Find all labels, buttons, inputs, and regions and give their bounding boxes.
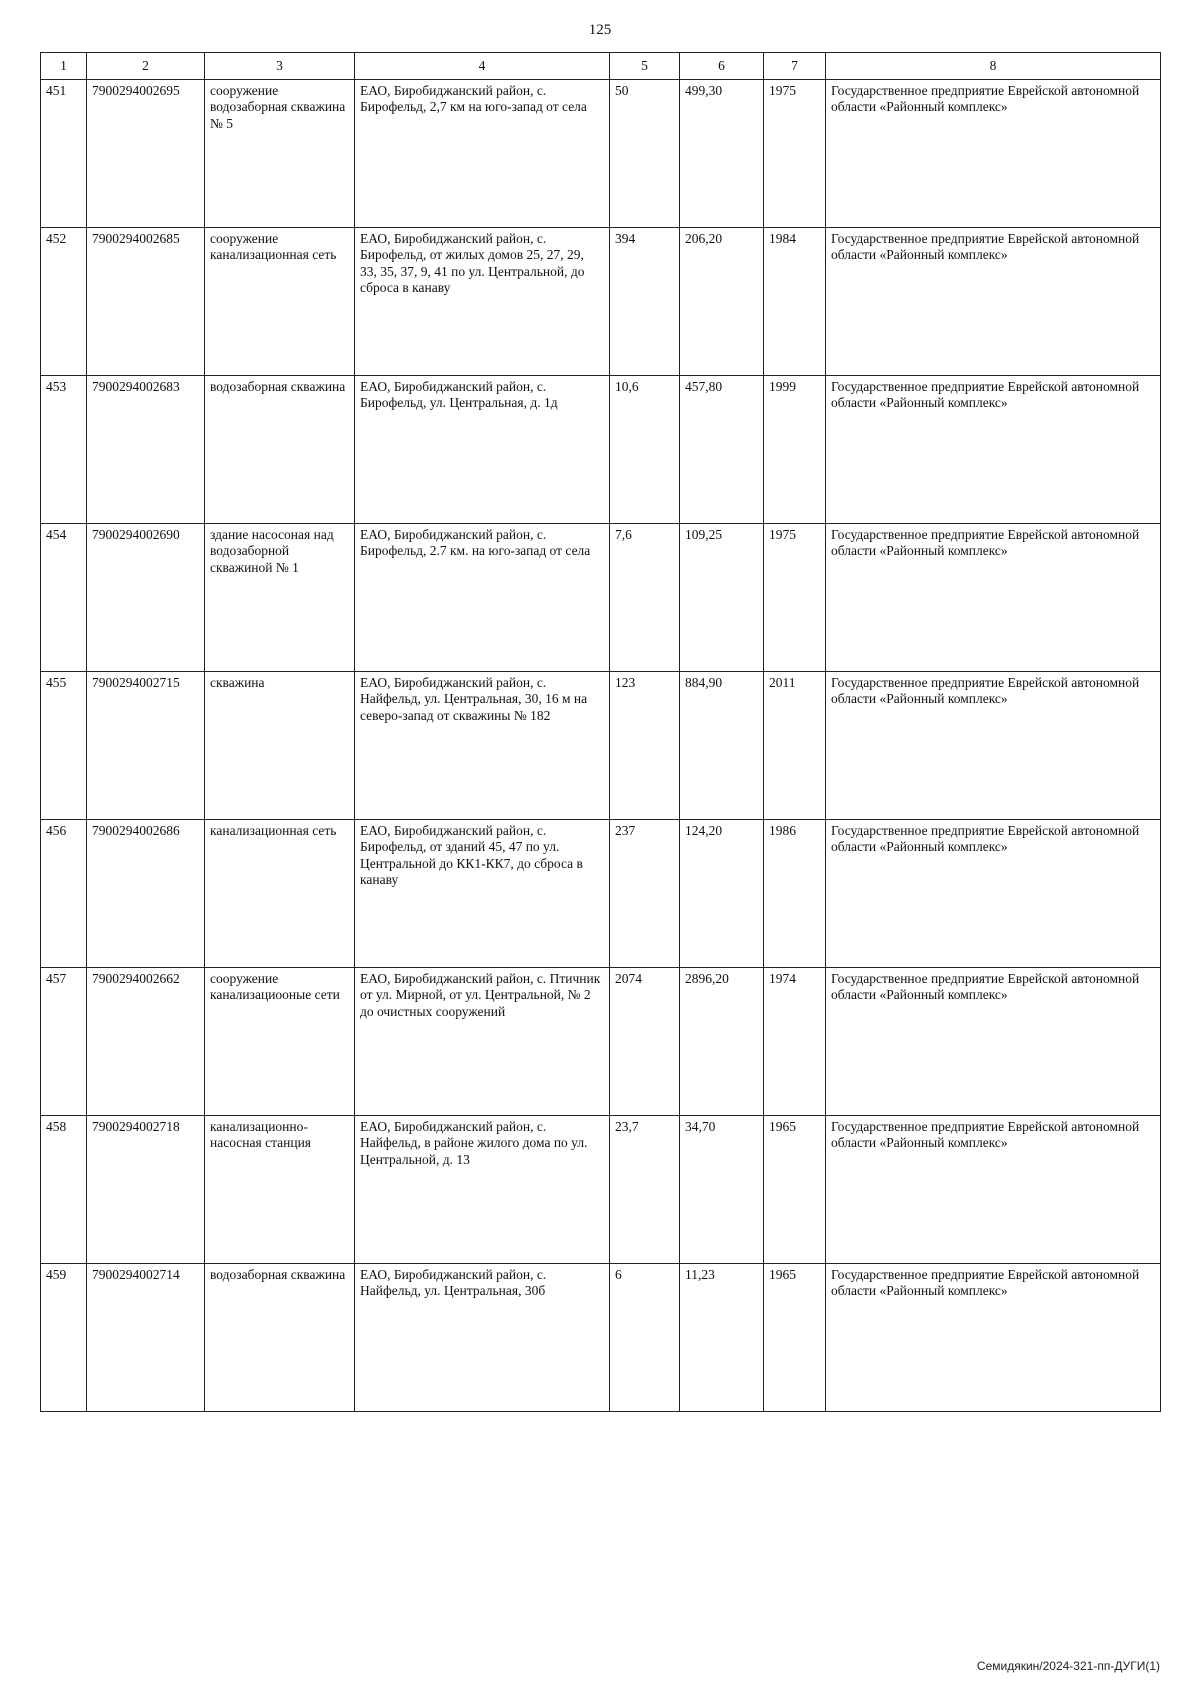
object-year: 1984 — [764, 228, 826, 376]
object-name: скважина — [205, 672, 355, 820]
object-value: 457,80 — [680, 376, 764, 524]
object-value: 206,20 — [680, 228, 764, 376]
object-year: 1975 — [764, 524, 826, 672]
cadastral-number: 7900294002685 — [87, 228, 205, 376]
row-number: 452 — [41, 228, 87, 376]
object-holder: Государственное предприятие Еврейской автономной области «Районный комплекс» — [826, 672, 1161, 820]
column-header: 6 — [680, 53, 764, 80]
object-year: 1965 — [764, 1116, 826, 1264]
object-holder: Государственное предприятие Еврейской автономной области «Районный комплекс» — [826, 228, 1161, 376]
object-holder: Государственное предприятие Еврейской автономной области «Районный комплекс» — [826, 1116, 1161, 1264]
object-name: водозаборная скважина — [205, 1264, 355, 1412]
object-size: 50 — [610, 80, 680, 228]
object-value: 109,25 — [680, 524, 764, 672]
table-row — [41, 1264, 1161, 1412]
cadastral-number: 7900294002714 — [87, 1264, 205, 1412]
row-number: 456 — [41, 820, 87, 968]
row-number: 457 — [41, 968, 87, 1116]
object-value: 34,70 — [680, 1116, 764, 1264]
object-size: 6 — [610, 1264, 680, 1412]
object-size: 23,7 — [610, 1116, 680, 1264]
object-size: 2074 — [610, 968, 680, 1116]
object-address: ЕАО, Биробиджанский район, с. Найфельд, ул. Центральная, 30б — [355, 1264, 610, 1412]
table-row — [41, 228, 1161, 376]
table-row — [41, 80, 1161, 228]
document-code: Семидякин/2024-321-пп-ДУГИ(1) — [976, 1659, 1160, 1673]
object-size: 237 — [610, 820, 680, 968]
column-header: 4 — [355, 53, 610, 80]
table-row — [41, 672, 1161, 820]
column-header: 7 — [764, 53, 826, 80]
object-holder: Государственное предприятие Еврейской автономной области «Районный комплекс» — [826, 820, 1161, 968]
column-header: 3 — [205, 53, 355, 80]
row-number: 451 — [41, 80, 87, 228]
object-name: сооружение канализационная сеть — [205, 228, 355, 376]
object-year: 1986 — [764, 820, 826, 968]
object-size: 394 — [610, 228, 680, 376]
object-year: 1999 — [764, 376, 826, 524]
cadastral-number: 7900294002715 — [87, 672, 205, 820]
object-value: 124,20 — [680, 820, 764, 968]
row-number: 455 — [41, 672, 87, 820]
object-holder: Государственное предприятие Еврейской автономной области «Районный комплекс» — [826, 1264, 1161, 1412]
column-header: 1 — [41, 53, 87, 80]
table-row — [41, 968, 1161, 1116]
object-address: ЕАО, Биробиджанский район, с. Бирофельд, 2.7 км. на юго-запад от села — [355, 524, 610, 672]
table-row — [41, 524, 1161, 672]
table-row — [41, 376, 1161, 524]
object-value: 11,23 — [680, 1264, 764, 1412]
object-name: сооружение водозаборная скважина № 5 — [205, 80, 355, 228]
page-number: 125 — [588, 22, 612, 38]
object-address: ЕАО, Биробиджанский район, с. Бирофельд, от зданий 45, 47 по ул. Центральной до КК1-КК7, до сброса в канаву — [355, 820, 610, 968]
object-address: ЕАО, Биробиджанский район, с. Птичник от ул. Мирной, от ул. Центральной, № 2 до очистных сооружений — [355, 968, 610, 1116]
object-address: ЕАО, Биробиджанский район, с. Бирофельд, от жилых домов 25, 27, 29, 33, 35, 37, 9, 41 по ул. Центральной, до сброса в канаву — [355, 228, 610, 376]
object-holder: Государственное предприятие Еврейской автономной области «Районный комплекс» — [826, 80, 1161, 228]
object-name: канализационная сеть — [205, 820, 355, 968]
registry-table — [40, 52, 1161, 1412]
cadastral-number: 7900294002686 — [87, 820, 205, 968]
object-holder: Государственное предприятие Еврейской автономной области «Районный комплекс» — [826, 376, 1161, 524]
object-address: ЕАО, Биробиджанский район, с. Найфельд, в районе жилого дома по ул. Центральной, д. 13 — [355, 1116, 610, 1264]
row-number: 459 — [41, 1264, 87, 1412]
object-address: ЕАО, Биробиджанский район, с. Бирофельд, 2,7 км на юго-запад от села — [355, 80, 610, 228]
object-size: 10,6 — [610, 376, 680, 524]
object-year: 1965 — [764, 1264, 826, 1412]
column-header: 8 — [826, 53, 1161, 80]
object-value: 2896,20 — [680, 968, 764, 1116]
object-year: 2011 — [764, 672, 826, 820]
cadastral-number: 7900294002718 — [87, 1116, 205, 1264]
cadastral-number: 7900294002662 — [87, 968, 205, 1116]
cadastral-number: 7900294002683 — [87, 376, 205, 524]
object-year: 1974 — [764, 968, 826, 1116]
cadastral-number: 7900294002690 — [87, 524, 205, 672]
row-number: 458 — [41, 1116, 87, 1264]
object-size: 7,6 — [610, 524, 680, 672]
column-header: 5 — [610, 53, 680, 80]
table-header-row — [41, 53, 1161, 80]
table-row — [41, 1116, 1161, 1264]
column-header: 2 — [87, 53, 205, 80]
row-number: 453 — [41, 376, 87, 524]
row-number: 454 — [41, 524, 87, 672]
object-name: водозаборная скважина — [205, 376, 355, 524]
cadastral-number: 7900294002695 — [87, 80, 205, 228]
object-name: сооружение канализациооные сети — [205, 968, 355, 1116]
object-holder: Государственное предприятие Еврейской автономной области «Районный комплекс» — [826, 968, 1161, 1116]
object-name: канализационно-насосная станция — [205, 1116, 355, 1264]
object-address: ЕАО, Биробиджанский район, с. Найфельд, ул. Центральная, 30, 16 м на северо-запад от скважины № 182 — [355, 672, 610, 820]
object-value: 884,90 — [680, 672, 764, 820]
object-value: 499,30 — [680, 80, 764, 228]
object-size: 123 — [610, 672, 680, 820]
object-address: ЕАО, Биробиджанский район, с. Бирофельд, ул. Центральная, д. 1д — [355, 376, 610, 524]
object-holder: Государственное предприятие Еврейской автономной области «Районный комплекс» — [826, 524, 1161, 672]
object-name: здание насосоная над водозаборной скважиной № 1 — [205, 524, 355, 672]
table-row — [41, 820, 1161, 968]
object-year: 1975 — [764, 80, 826, 228]
